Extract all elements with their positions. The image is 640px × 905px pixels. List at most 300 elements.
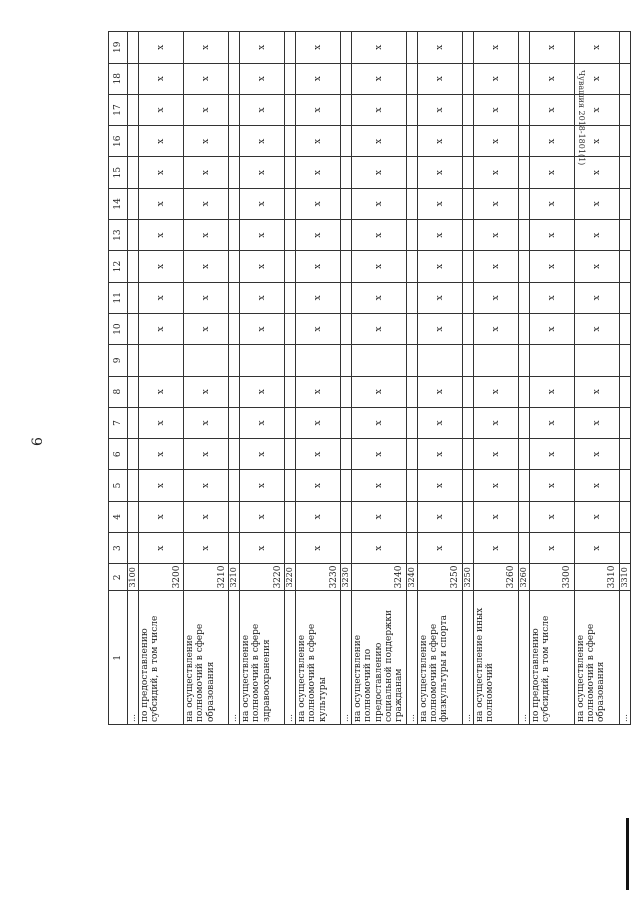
row-label: … (128, 591, 139, 725)
table-cell: x (352, 470, 407, 501)
column-header: 15 (109, 157, 128, 188)
table-cell (619, 470, 630, 501)
column-header: 19 (109, 32, 128, 64)
table-cell (229, 188, 240, 219)
table-cell: x (473, 220, 518, 251)
row-label: по предоставлению субсидий, в том числе (529, 591, 574, 725)
row-code: 3230 (296, 564, 341, 591)
table-cell (128, 126, 139, 157)
table-cell (518, 313, 529, 344)
row-code: 3210 (229, 564, 240, 591)
table-cell (128, 501, 139, 532)
table-cell (229, 439, 240, 470)
table-cell (619, 345, 630, 376)
table-cell (229, 345, 240, 376)
column-header: 12 (109, 251, 128, 282)
table-cell (406, 251, 417, 282)
table-cell: x (184, 407, 229, 438)
table-cell (406, 470, 417, 501)
table-cell (229, 313, 240, 344)
row-label: … (619, 591, 630, 725)
table-cell: x (240, 32, 285, 64)
row-label: на осуществление полномочий в сфере образования (184, 591, 229, 725)
row-label: на осуществление иных полномочий (473, 591, 518, 725)
table-cell: x (139, 533, 184, 564)
table-cell: x (473, 470, 518, 501)
table-cell: x (352, 501, 407, 532)
table-cell: x (296, 63, 341, 94)
table-cell: x (352, 313, 407, 344)
table-cell: x (473, 94, 518, 125)
table-cell (406, 157, 417, 188)
table-cell: x (184, 282, 229, 313)
table-cell: x (574, 376, 619, 407)
document-code: Чувашия 2018-1801(1) (577, 70, 586, 166)
table-cell: x (296, 313, 341, 344)
table-cell (406, 32, 417, 64)
table-cell: x (417, 313, 462, 344)
table-cell: x (417, 126, 462, 157)
table-cell (128, 94, 139, 125)
table-cell (619, 157, 630, 188)
table-cell (462, 470, 473, 501)
table-cell (229, 126, 240, 157)
table-cell: x (184, 220, 229, 251)
table-cell (341, 533, 352, 564)
table-cell: x (352, 63, 407, 94)
table-cell: x (352, 376, 407, 407)
table-cell (518, 251, 529, 282)
row-code: 3230 (341, 564, 352, 591)
column-header: 14 (109, 188, 128, 219)
table-cell (462, 345, 473, 376)
table-cell: x (184, 157, 229, 188)
table-cell (341, 157, 352, 188)
column-header: 4 (109, 501, 128, 532)
table-cell (128, 533, 139, 564)
table-cell: x (296, 32, 341, 64)
table-cell: x (296, 188, 341, 219)
table-cell: x (296, 126, 341, 157)
column-header: 18 (109, 63, 128, 94)
table-row (139, 32, 184, 725)
table-cell: x (184, 126, 229, 157)
table-cell (518, 157, 529, 188)
row-label: … (406, 591, 417, 725)
table-subrow (619, 32, 630, 725)
table-cell (285, 313, 296, 344)
table-cell (462, 94, 473, 125)
table-cell: x (184, 251, 229, 282)
table-cell: x (529, 220, 574, 251)
table-cell (619, 220, 630, 251)
table-cell: x (352, 282, 407, 313)
table-cell: x (574, 251, 619, 282)
table-cell: x (240, 94, 285, 125)
table-subrow (341, 32, 352, 725)
table-cell: x (417, 501, 462, 532)
table-cell: x (296, 282, 341, 313)
table-cell: x (473, 376, 518, 407)
table-cell (341, 470, 352, 501)
table-cell: x (240, 313, 285, 344)
table-cell: x (574, 439, 619, 470)
table-cell: x (417, 533, 462, 564)
table-cell (518, 470, 529, 501)
table-cell (229, 220, 240, 251)
table-cell (406, 439, 417, 470)
table-cell (473, 345, 518, 376)
table-cell (518, 32, 529, 64)
table-cell (128, 32, 139, 64)
table-row (574, 32, 619, 725)
table-cell: x (574, 32, 619, 64)
table-cell: x (240, 63, 285, 94)
table-row (417, 32, 462, 725)
table-cell (406, 282, 417, 313)
table-cell (619, 251, 630, 282)
table-cell: x (352, 94, 407, 125)
row-label: … (285, 591, 296, 725)
row-label: на осуществление полномочий в сфере образования (574, 591, 619, 725)
table-cell (285, 501, 296, 532)
table-subrow (406, 32, 417, 725)
table-cell: x (139, 94, 184, 125)
table-cell: x (417, 63, 462, 94)
table-cell (406, 376, 417, 407)
table-cell (462, 313, 473, 344)
table-cell (406, 407, 417, 438)
table-cell: x (139, 376, 184, 407)
table-cell (406, 345, 417, 376)
table-body (128, 32, 631, 725)
table-cell: x (240, 251, 285, 282)
table-cell: x (184, 533, 229, 564)
row-code: 3210 (184, 564, 229, 591)
table-cell (619, 501, 630, 532)
table-cell (229, 501, 240, 532)
table-cell (341, 407, 352, 438)
table-cell: x (296, 470, 341, 501)
table-cell (341, 282, 352, 313)
table-cell: x (240, 501, 285, 532)
table-cell: x (529, 439, 574, 470)
table-cell: x (417, 94, 462, 125)
table-cell: x (529, 501, 574, 532)
table-cell (462, 188, 473, 219)
table-cell (285, 220, 296, 251)
row-code: 3200 (139, 564, 184, 591)
table-cell (341, 94, 352, 125)
row-code: 3100 (128, 564, 139, 591)
table-cell (462, 220, 473, 251)
table-cell: x (184, 376, 229, 407)
table-cell (285, 63, 296, 94)
table-cell: x (574, 94, 619, 125)
table-cell: x (574, 282, 619, 313)
table-cell: x (529, 282, 574, 313)
table-cell (229, 470, 240, 501)
table-cell (406, 94, 417, 125)
table-cell (341, 32, 352, 64)
table-cell (406, 533, 417, 564)
table-cell: x (473, 251, 518, 282)
table-cell: x (529, 470, 574, 501)
table-cell (462, 282, 473, 313)
row-label: … (341, 591, 352, 725)
table-cell (285, 126, 296, 157)
column-header: 5 (109, 470, 128, 501)
column-header: 6 (109, 439, 128, 470)
table-cell (619, 376, 630, 407)
table-cell (462, 439, 473, 470)
table-cell: x (417, 407, 462, 438)
table-cell: x (240, 220, 285, 251)
table-cell: x (529, 126, 574, 157)
table-cell (285, 533, 296, 564)
table-subrow (518, 32, 529, 725)
table-cell (518, 439, 529, 470)
table-cell (229, 251, 240, 282)
table-cell (619, 94, 630, 125)
table-cell (341, 188, 352, 219)
table-cell (462, 32, 473, 64)
table-cell (518, 345, 529, 376)
table-cell (341, 126, 352, 157)
table-cell: x (240, 157, 285, 188)
table-cell: x (184, 63, 229, 94)
table-cell: x (473, 439, 518, 470)
table-cell (341, 220, 352, 251)
table-row (352, 32, 407, 725)
table-cell: x (574, 313, 619, 344)
table-cell: x (574, 470, 619, 501)
table-cell (462, 407, 473, 438)
table-cell: x (529, 533, 574, 564)
row-label: … (462, 591, 473, 725)
table-cell (341, 251, 352, 282)
table-cell (406, 63, 417, 94)
table-cell (619, 282, 630, 313)
table-cell (229, 63, 240, 94)
table-cell: x (296, 220, 341, 251)
table-cell: x (473, 407, 518, 438)
row-label: … (518, 591, 529, 725)
table-cell (285, 470, 296, 501)
table-cell (285, 188, 296, 219)
table-cell (462, 533, 473, 564)
table-cell: x (417, 251, 462, 282)
table-cell: x (139, 470, 184, 501)
page-number: 6 (30, 437, 46, 446)
table-cell: x (139, 63, 184, 94)
table-cell: x (529, 251, 574, 282)
table-cell: x (139, 126, 184, 157)
table-cell: x (417, 32, 462, 64)
table-cell (341, 501, 352, 532)
table-cell: x (352, 32, 407, 64)
table-row (184, 32, 229, 725)
table-cell (296, 345, 341, 376)
row-code: 3250 (462, 564, 473, 591)
table-cell (518, 376, 529, 407)
table-cell (574, 345, 619, 376)
table-cell: x (184, 188, 229, 219)
table-cell (417, 345, 462, 376)
table-cell (341, 345, 352, 376)
row-label: на осуществление полномочий в сфере здравоохранения (240, 591, 285, 725)
table-cell: x (184, 470, 229, 501)
table-subrow (285, 32, 296, 725)
table-cell: x (529, 376, 574, 407)
column-header: 13 (109, 220, 128, 251)
table-cell (619, 313, 630, 344)
table-cell: x (352, 251, 407, 282)
table-cell: x (417, 188, 462, 219)
table-cell: x (240, 439, 285, 470)
table-cell (128, 345, 139, 376)
table-cell (518, 220, 529, 251)
table-cell: x (417, 220, 462, 251)
table-cell (229, 157, 240, 188)
table-cell (285, 157, 296, 188)
table-cell: x (352, 220, 407, 251)
table-cell: x (139, 251, 184, 282)
table-cell (619, 188, 630, 219)
table-cell: x (139, 313, 184, 344)
table-cell (285, 376, 296, 407)
row-label: на осуществление полномочий по предоставлению социальной поддержки гражданам (352, 591, 407, 725)
table-cell: x (296, 407, 341, 438)
table-cell (462, 126, 473, 157)
table-cell: x (529, 157, 574, 188)
table-cell (518, 501, 529, 532)
table-cell: x (296, 94, 341, 125)
row-code: 3240 (352, 564, 407, 591)
table-cell: x (139, 407, 184, 438)
table-cell: x (473, 126, 518, 157)
table-cell (406, 188, 417, 219)
row-code: 3250 (417, 564, 462, 591)
table-cell (128, 157, 139, 188)
row-label: по предоставлению субсидий, в том числе (139, 591, 184, 725)
table-cell: x (240, 407, 285, 438)
table-cell: x (139, 188, 184, 219)
table-cell (285, 407, 296, 438)
row-code: 3310 (574, 564, 619, 591)
table-cell: x (352, 188, 407, 219)
table-cell: x (574, 501, 619, 532)
table-cell (462, 501, 473, 532)
table-cell (229, 32, 240, 64)
table-cell: x (529, 32, 574, 64)
table-cell: x (473, 533, 518, 564)
table-cell (229, 376, 240, 407)
table-cell (285, 32, 296, 64)
row-label: на осуществление полномочий в сфере физкультуры и спорта (417, 591, 462, 725)
table-cell: x (184, 501, 229, 532)
table-cell (619, 63, 630, 94)
table-cell: x (352, 407, 407, 438)
table-cell (285, 439, 296, 470)
table-cell (285, 345, 296, 376)
table-row (296, 32, 341, 725)
table-cell (128, 188, 139, 219)
table-cell: x (139, 501, 184, 532)
table-cell: x (574, 157, 619, 188)
row-code: 3260 (473, 564, 518, 591)
table-cell (462, 251, 473, 282)
table-cell: x (529, 94, 574, 125)
table-cell (406, 126, 417, 157)
table-cell (128, 407, 139, 438)
table-cell: x (240, 470, 285, 501)
table-cell: x (184, 439, 229, 470)
margin-mark (626, 818, 629, 890)
table-cell: x (352, 533, 407, 564)
table-cell: x (473, 501, 518, 532)
table-cell (341, 63, 352, 94)
table-cell (518, 188, 529, 219)
table-cell (139, 345, 184, 376)
table-cell (128, 251, 139, 282)
table-cell (128, 376, 139, 407)
table-cell: x (139, 439, 184, 470)
table-cell: x (473, 157, 518, 188)
table-cell: x (574, 220, 619, 251)
table-cell: x (184, 313, 229, 344)
table-cell (341, 313, 352, 344)
table-cell: x (139, 282, 184, 313)
table-cell: x (417, 439, 462, 470)
table-cell (518, 63, 529, 94)
table-cell (406, 220, 417, 251)
table-cell: x (473, 188, 518, 219)
table-cell: x (139, 32, 184, 64)
table-cell (518, 126, 529, 157)
column-header: 7 (109, 407, 128, 438)
table-cell (518, 533, 529, 564)
row-code: 3300 (529, 564, 574, 591)
table-cell (462, 63, 473, 94)
table-cell: x (574, 63, 619, 94)
table-cell (128, 439, 139, 470)
table-row (473, 32, 518, 725)
table-cell: x (417, 157, 462, 188)
column-header: 16 (109, 126, 128, 157)
table-cell (518, 282, 529, 313)
table-cell (619, 533, 630, 564)
table-cell (229, 407, 240, 438)
table-cell (619, 32, 630, 64)
table-row (529, 32, 574, 725)
table-cell: x (473, 32, 518, 64)
table-cell: x (296, 376, 341, 407)
column-header: 1 (109, 591, 128, 725)
column-header: 2 (109, 564, 128, 591)
table-subrow (128, 32, 139, 725)
table-cell: x (352, 157, 407, 188)
table-cell (462, 376, 473, 407)
table-cell (128, 63, 139, 94)
column-header: 11 (109, 282, 128, 313)
table-cell: x (296, 533, 341, 564)
table-cell: x (184, 32, 229, 64)
table-cell: x (529, 407, 574, 438)
table-cell (128, 470, 139, 501)
table-cell: x (296, 157, 341, 188)
table-cell: x (417, 376, 462, 407)
